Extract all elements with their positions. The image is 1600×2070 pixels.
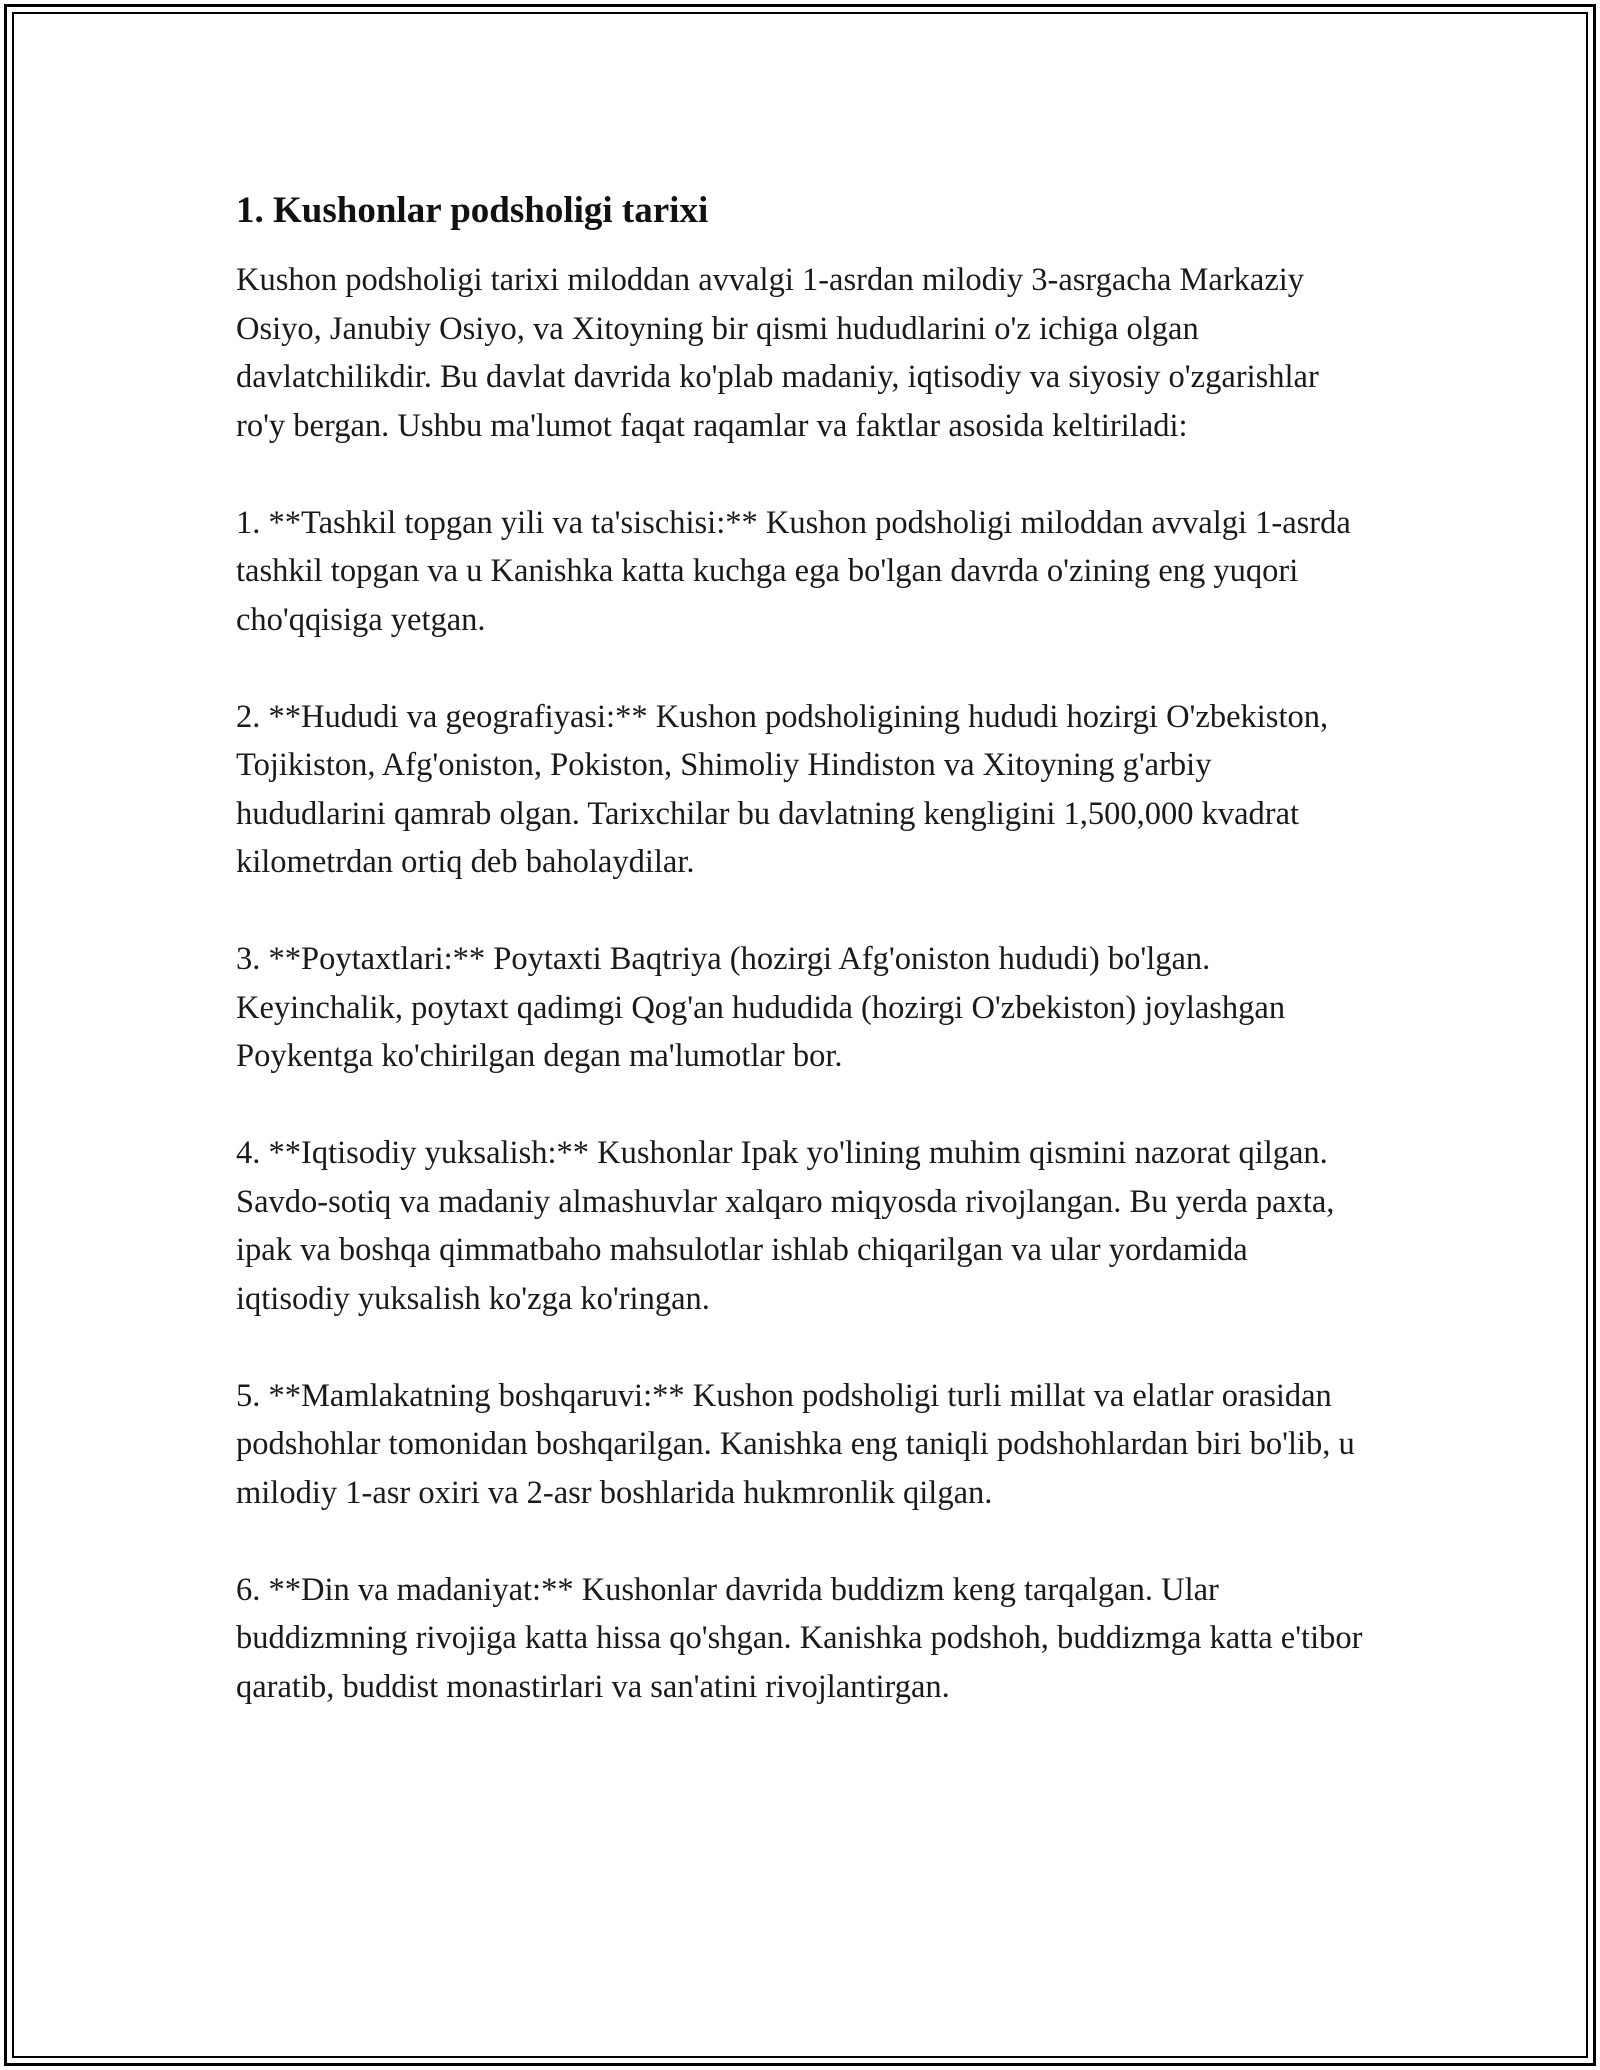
document-title: 1. Kushonlar podsholigi tarixi bbox=[236, 190, 709, 231]
paragraph-capitals: 3. **Poytaxtlari:** Poytaxti Baqtriya (hozirgi Afg'oniston hududi) bo'lgan. Keyinchalik, poytaxt qadimgi Qog'an hududida (hozirgi O'zbekiston) joylashgan Poykentga ko'chirilgan degan ma'lumotlar bor. bbox=[236, 941, 1286, 1074]
paragraph-founding: 1. **Tashkil topgan yili va ta'sischisi:** Kushon podsholigi miloddan avvalgi 1-asrda tashkil topgan va u Kanishka katta kuchga ega bo'lgan davrda o'zining eng yuqori cho'qqisiga yetgan. bbox=[236, 504, 1351, 638]
intro-paragraph: Kushon podsholigi tarixi miloddan avvalgi 1-asrdan milodiy 3-asrgacha Markaziy Osiyo, Janubiy Osiyo, va Xitoyning bir qismi hududlarini o'z ichiga olgan davlatchilikdir. Bu davlat davrida ko'plab madaniy, iqtisodiy va siyosiy o'zgarishlar ro'y bergan. Ushbu ma'lumot faqat raqamlar va faktlar asosida keltiriladi: bbox=[236, 262, 1319, 444]
paragraph-governance: 5. **Mamlakatning boshqaruvi:** Kushon podsholigi turli millat va elatlar orasidan podshohlar tomonidan boshqarilgan. Kanishka eng taniqli podshohlardan biri bo'lib, u milodiy 1-asr oxiri va 2-asr boshlarida hukmronlik qilgan. bbox=[236, 1377, 1355, 1511]
paragraph-religion-culture: 6. **Din va madaniyat:** Kushonlar davrida buddizm keng tarqalgan. Ular buddizmning rivojiga katta hissa qo'shgan. Kanishka podshoh, buddizmga katta e'tibor qaratib, buddist monastirlari va san'atini rivojlantirgan. bbox=[236, 1571, 1363, 1705]
document-body bbox=[236, 186, 1366, 1760]
paragraph-economy: 4. **Iqtisodiy yuksalish:** Kushonlar Ipak yo'lining muhim qismini nazorat qilgan. Savdo-sotiq va madaniy almashuvlar xalqaro miqyosda rivojlangan. Bu yerda paxta, ipak va boshqa qimmatbaho mahsulotlar ishlab chiqarilgan va ular yordamida iqtisodiy yuksalish ko'zga ko'ringan. bbox=[236, 1135, 1335, 1317]
paragraph-territory: 2. **Hududi va geografiyasi:** Kushon podsholigining hududi hozirgi O'zbekiston, Tojikiston, Afg'oniston, Pokiston, Shimoliy Hindiston va Xitoyning g'arbiy hududlarini qamrab olgan. Tarixchilar bu davlatning kengligini 1,500,000 kvadrat kilometrdan ortiq deb baholaydilar. bbox=[236, 698, 1329, 880]
